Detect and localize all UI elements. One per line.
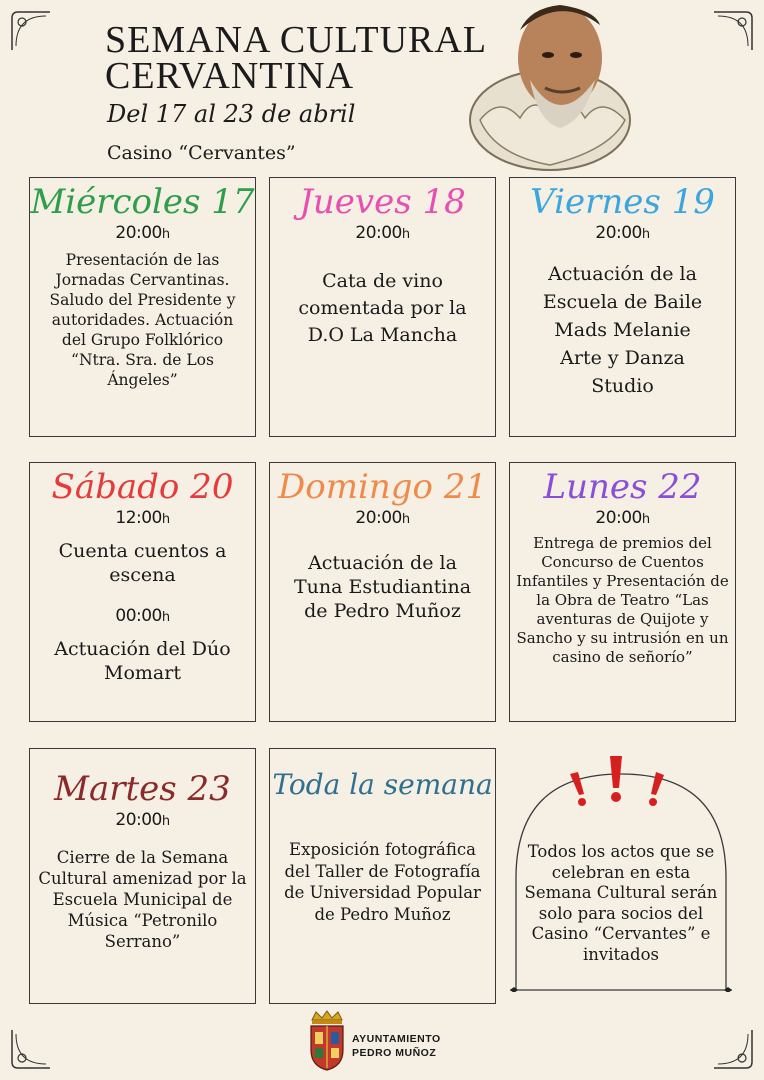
event-time: 20:00 h xyxy=(270,222,495,246)
event-description: Presentación de las Jornadas Cervantinas. Saludo del Presidente y autoridades. Actuación del Grupo Folklórico “Ntra. Sra. de Los Ángeles” xyxy=(49,251,236,389)
event-description: Exposición fotográfica del Taller de Fotografía de Universidad Popular de Pedro Muñoz xyxy=(284,840,481,924)
event-time: 20:00 h xyxy=(30,222,255,246)
corner-flourish-icon xyxy=(8,1026,54,1072)
event-venue: Casino “Cervantes” xyxy=(107,142,296,164)
event-description: Entrega de premios del Concurso de Cuentos Infantiles y Presentación de la Obra de Teatro “Las aventuras de Quijote y Sancho y su intrusión en un casino de señorío” xyxy=(516,534,729,666)
notice-text: Todos los actos que se celebran en esta Semana Cultural serán solo para socios del Casino “Cervantes” e invitados xyxy=(524,842,718,964)
event-card-miercoles xyxy=(29,177,256,437)
event-time: 12:00 h xyxy=(30,507,255,531)
event-card-toda-la-semana xyxy=(269,748,496,1004)
event-description: Actuación de la Escuela de Baile Mads Melanie Arte y Danza Studio xyxy=(542,263,703,397)
alert-marks xyxy=(560,752,680,812)
coat-of-arms-icon xyxy=(308,1010,346,1072)
event-description: Cata de vino comentada por la D.O La Mancha xyxy=(298,270,467,346)
cervantes-portrait xyxy=(460,0,650,185)
day-heading: Miércoles 17 xyxy=(30,182,255,222)
corner-flourish-icon xyxy=(8,8,54,54)
event-time: 20:00 h xyxy=(510,507,735,531)
footer-org-line-1: AYUNTAMIENTO xyxy=(352,1033,441,1045)
event-time: 20:00 h xyxy=(270,507,495,531)
day-heading: Martes 23 xyxy=(54,769,231,809)
page-title xyxy=(105,19,488,97)
day-heading: Lunes 22 xyxy=(543,467,702,507)
event-dates: Del 17 al 23 de abril xyxy=(107,100,356,128)
event-card-sabado xyxy=(29,462,256,722)
event-description: Cierre de la Semana Cultural amenizad por la Escuela Municipal de Música “Petronilo Serrano” xyxy=(38,848,247,951)
event-description: Cuenta cuentos a escena xyxy=(58,540,227,586)
event-description-second: Actuación del Dúo Momart xyxy=(54,638,231,684)
footer-org-line-2: PEDRO MUÑOZ xyxy=(352,1047,437,1059)
event-card-lunes xyxy=(509,462,736,722)
corner-flourish-icon xyxy=(710,1026,756,1072)
event-time: 20:00 h xyxy=(30,809,255,833)
event-card-martes xyxy=(29,748,256,1004)
day-heading: Toda la semana xyxy=(272,768,493,801)
day-heading: Domingo 21 xyxy=(277,467,488,507)
event-card-viernes xyxy=(509,177,736,437)
footer-organization xyxy=(352,1032,441,1060)
exclamation-icon xyxy=(560,752,680,812)
event-card-jueves xyxy=(269,177,496,437)
event-time-second: 00:00 h xyxy=(30,605,255,629)
corner-flourish-icon xyxy=(710,8,756,54)
title-line-1: SEMANA CULTURAL xyxy=(105,19,488,61)
event-description: Actuación de la Tuna Estudiantina de Pedro Muñoz xyxy=(293,552,472,622)
day-heading: Viernes 19 xyxy=(530,182,715,222)
day-heading: Jueves 18 xyxy=(299,182,466,222)
event-time: 20:00 h xyxy=(510,222,735,246)
title-line-2: CERVANTINA xyxy=(105,55,355,97)
event-card-domingo xyxy=(269,462,496,722)
day-heading: Sábado 20 xyxy=(51,467,234,507)
